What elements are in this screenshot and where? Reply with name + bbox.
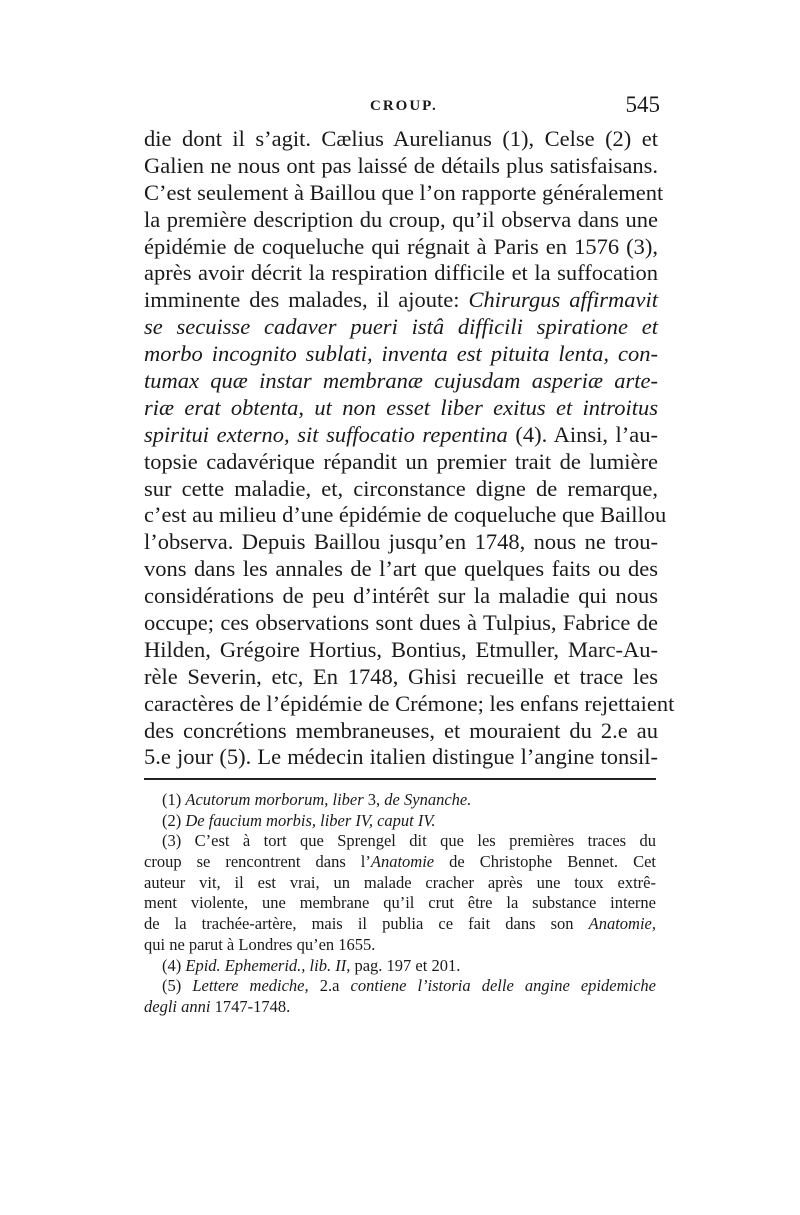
text-segment: vons dans les annales de l’art que quelques faits ou des — [144, 556, 658, 582]
text-segment: topsie cadavérique répandit un premier trait de lumière — [144, 448, 658, 474]
text-segment: Hilden, Grégoire Hortius, Bontius, Etmuller, Marc-Au- — [144, 636, 658, 662]
footnote-line — [144, 831, 656, 852]
footnotes — [144, 790, 656, 1018]
footnote-italic-text: Acutorum morborum, liber — [185, 790, 364, 809]
footnote-line — [144, 914, 656, 935]
text-line — [144, 690, 675, 718]
footnote-text: (1) — [162, 790, 186, 809]
text-line — [144, 556, 658, 583]
footnote-italic-text: degli anni — [144, 996, 211, 1016]
footnote-italic-text: Epid. Ephemerid., lib. II, — [185, 955, 351, 975]
footnote-text: (3) C’est à tort que Sprengel dit que les premières traces du — [162, 831, 656, 851]
italic-latin-quote: se secuisse cadaver pueri istâ difficili spiratione et — [144, 314, 658, 340]
italic-latin-quote: riæ erat obtenta, ut non esset liber exitus et introitus — [144, 394, 658, 420]
footnote-text: 2.a — [308, 976, 351, 996]
page-header — [140, 92, 660, 126]
text-segment: c’est au milieu d’une épidémie de coqueluche que Baillou — [144, 502, 667, 528]
text-segment: caractères de l’épidémie de Crémone; les enfans rejettaient — [144, 690, 675, 716]
footnote-line — [144, 893, 656, 914]
footnote-line — [144, 997, 656, 1018]
text-line — [144, 718, 658, 745]
text-line — [144, 744, 658, 771]
text-line — [144, 341, 658, 368]
footnote-text: 3, — [363, 790, 385, 809]
text-line — [144, 529, 658, 556]
italic-latin-quote: tumax quæ instar membranæ cujusdam asperiæ arte- — [144, 368, 658, 394]
footnote-text: (4) — [162, 955, 186, 975]
italic-latin-quote: spiritui externo, sit suffocatio repentina — [144, 421, 508, 447]
text-line — [144, 234, 658, 261]
text-segment: l’observa. Depuis Baillou jusqu’en 1748, nous ne trou- — [144, 529, 658, 555]
text-line — [144, 314, 658, 341]
footnote-italic-text: De faucium morbis, liber IV, caput IV. — [185, 810, 436, 830]
text-line — [144, 287, 658, 314]
footnote-text: auteur vit, il est vrai, un malade cracher après une toux extrê- — [144, 872, 656, 892]
text-segment: après avoir décrit la respiration difficile et la suffocation — [144, 260, 658, 286]
running-head: CROUP. — [370, 98, 438, 114]
text-segment: considérations de peu d’intérêt sur la maladie qui nous — [144, 583, 658, 609]
text-line — [144, 583, 658, 610]
text-segment: C’est seulement à Baillou que l’on rapporte généralement — [144, 179, 664, 205]
text-line — [144, 207, 658, 234]
footnote-text: pag. 197 et 201. — [350, 955, 461, 975]
text-segment: die dont il s’agit. Cælius Aurelianus (1), Celse (2) et — [144, 126, 658, 151]
footnote-line — [144, 873, 656, 894]
text-segment: des concrétions membraneuses, et mouraient du 2.e au — [144, 717, 658, 743]
footnote-text: croup se rencontrent dans l’ — [144, 852, 371, 872]
text-line — [144, 476, 658, 503]
footnote-text: (5) — [162, 976, 193, 996]
footnote-text: (2) — [162, 810, 186, 830]
footnote-italic-text: de Synanche. — [384, 790, 472, 809]
text-line — [144, 449, 658, 476]
text-segment: rèle Severin, etc, En 1748, Ghisi recueille et trace les — [144, 663, 658, 689]
text-segment: Galien ne nous ont pas laissé de détails plus satisfaisans. — [144, 152, 658, 178]
footnote-text: de Christophe Bennet. Cet — [434, 852, 656, 872]
footnote-line — [144, 935, 656, 956]
footnote-text: 1747-1748. — [210, 996, 291, 1016]
text-line — [144, 395, 658, 422]
footnote-italic-text: Lettere mediche, — [192, 976, 309, 996]
footnote-line — [144, 852, 656, 873]
footnote-italic-text: Anatomie, — [588, 914, 656, 934]
text-line — [144, 126, 658, 153]
text-line — [144, 260, 658, 287]
text-segment: sur cette maladie, et, circonstance digne de remarque, — [144, 475, 658, 501]
text-line — [144, 368, 658, 395]
text-line — [144, 153, 658, 180]
footnote-text: ment violente, une membrane qu’il crut être la substance interne — [144, 893, 656, 913]
footnote-text: qui ne parut à Londres qu’en 1655. — [144, 934, 376, 954]
footnote-line — [144, 976, 656, 997]
text-line — [144, 637, 658, 664]
body-text — [144, 126, 675, 771]
italic-latin-quote: morbo incognito sublati, inventa est pituita lenta, con- — [144, 341, 658, 367]
footnote-line — [144, 811, 656, 832]
footnote-text: de la trachée-artère, mais il publia ce fait dans son — [144, 914, 589, 934]
text-line — [144, 502, 667, 529]
italic-latin-quote: Chirurgus affirmavit — [468, 287, 658, 313]
footnote-italic-text: contiene l’istoria delle angine epidemiche — [350, 976, 656, 996]
text-line — [144, 610, 658, 637]
text-segment: occupe; ces observations sont dues à Tulpius, Fabrice de — [144, 610, 658, 636]
footnote-line — [144, 956, 656, 977]
footnote-italic-text: Anatomie — [370, 852, 435, 872]
text-line — [144, 422, 658, 449]
text-segment: épidémie de coqueluche qui régnait à Paris en 1576 (3), — [144, 233, 658, 259]
text-line — [144, 664, 658, 691]
page-number: 545 — [625, 92, 660, 117]
footnote-line — [144, 790, 656, 811]
text-segment: 5.e jour (5). Le médecin italien distingue l’angine tonsil- — [144, 744, 658, 770]
text-segment: (4). Ainsi, l’au- — [507, 421, 659, 447]
footnote-rule — [144, 778, 656, 780]
text-segment: imminente des malades, il ajoute: — [144, 287, 469, 313]
text-segment: la première description du croup, qu’il observa dans une — [144, 206, 658, 232]
text-line — [144, 179, 664, 207]
